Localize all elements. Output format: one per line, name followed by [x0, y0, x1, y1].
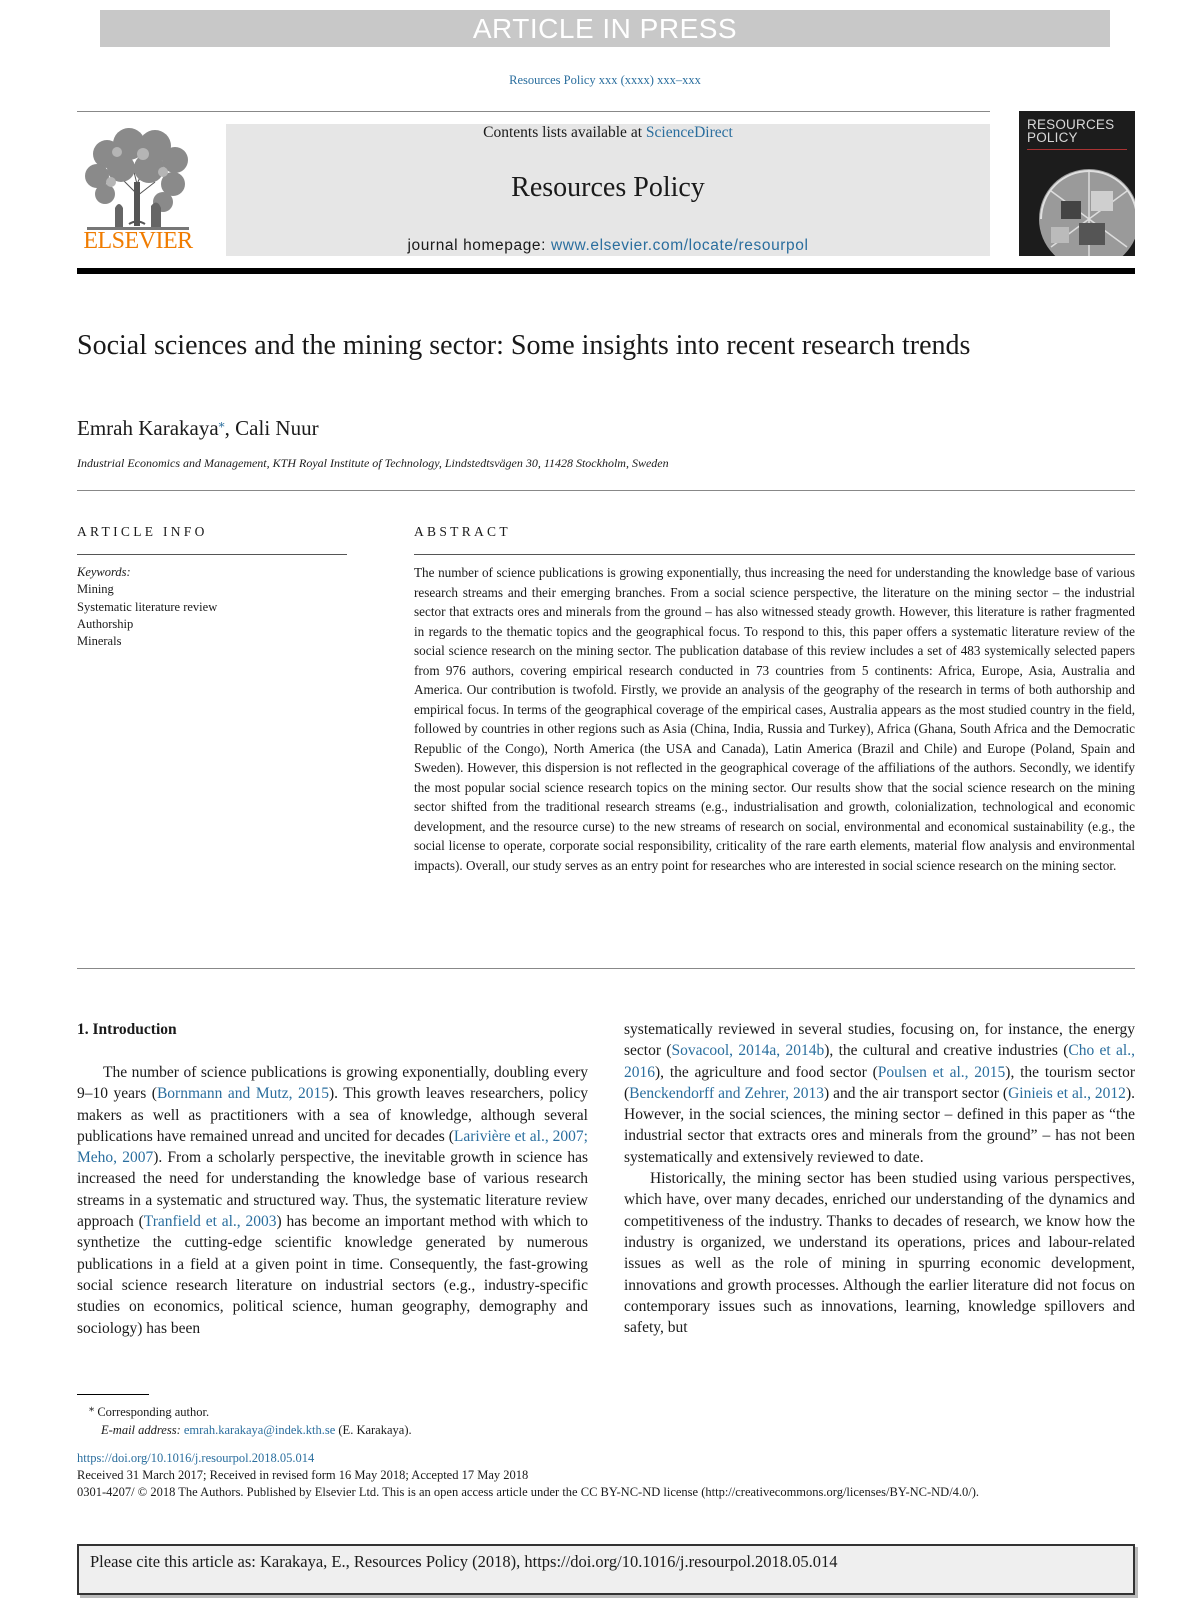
body-text: ), the tourism sector ( — [624, 1063, 1135, 1102]
intro-column-right — [624, 1019, 1135, 1338]
abstract-text: The number of science publications is growing exponentially, thus increasing the need for understanding the knowledge base of various research streams and their emerging branches. From a social science perspective, the literature on the mining sector – the industrial sector that extracts ores and minerals from the ground – has also witnessed steady growth. However, this literature is rather fragmented in regards to the thematic topics and the geographical focus. To respond to this, this paper offers a systematic literature review of the social science research on the mining sector. The publication database of this review includes a set of 483 systemically selected papers from 976 authors, covering empirical research conducted in 73 countries from 5 continents: Africa, Europe, Asia, Australia and America. Our contribution is twofold. Firstly, we provide an analysis of the geography of the research in terms of both authorship and empirical focus. In terms of the geographical coverage of the empirical cases, Australia appears as the most studied country in the field, followed by countries in other regions such as Asia (China, India, Russia and Turkey), Africa (Ghana, South Africa and the Democratic Republic of the Congo), North America (the USA and Canada), Latin America (Brazil and Chile) and Europe (Poland, Spain and Sweden). However, this dispersion is not reflected in the geographical coverage of the affiliations of the authors. Secondly, we identify the most popular social science research topics on the mining sector. Our results show that the social science research on the mining sector shifted from the traditional research streams (e.g., industrialisation and growth, colonialization, technological and economic development, and the resource curse) to the new streams of research on social, environmental and economical sustainability (e.g., the social license to operate, corporate social responsibility, criticality of the rare earth elements, material flow analysis and environmental impacts). Overall, our study serves as an entry point for researches who are interested in social science research on the mining sector. — [414, 565, 1135, 873]
citation-link[interactable]: Ginieis et al., 2012 — [1008, 1084, 1126, 1102]
article-title: Social sciences and the mining sector: Some insights into recent research trends — [77, 330, 971, 361]
citation-link[interactable]: Tranfield et al., 2003 — [143, 1213, 277, 1231]
body-text: The number of science publications is growing exponentially, doubling every 9–10 years ( — [77, 1064, 588, 1103]
citation-link[interactable]: Poulsen et al., 2015 — [877, 1063, 1006, 1081]
introduction-heading: 1. Introduction — [77, 1021, 177, 1038]
body-text: ), the cultural and creative industries ( — [824, 1042, 1069, 1060]
body-text: systematically reviewed in several studies, focusing on, for instance, the energy sector ( — [624, 1021, 1135, 1060]
header-thick-rule — [77, 268, 1135, 274]
paragraph — [624, 1019, 1135, 1168]
homepage-prefix: journal homepage: — [407, 237, 551, 254]
elsevier-logo[interactable] — [77, 124, 199, 256]
contents-line — [226, 124, 990, 142]
citation-link[interactable]: Bornmann and Mutz, 2015 — [156, 1085, 329, 1103]
header-divider — [77, 111, 990, 112]
cover-divider — [1027, 149, 1127, 150]
journal-title: Resources Policy — [511, 172, 705, 203]
paragraph: Historically, the mining sector has been studied using various perspectives, which have, over many decades, enriched our understanding of the dynamics and competitiveness of the industry. Thanks to decades of research, we know how the industry is organized, we understand its operations, prices and labour-related issues as well as the role of mining in spurring economic development, innovations and growth processes. Although the earlier literature did not focus on contemporary issues such as innovations, learning, knowledge spillovers and safety, but — [624, 1170, 1135, 1337]
corresponding-author-note — [89, 1400, 412, 1421]
body-text: ). From a scholarly perspective, the inevitable growth in science has increased the need for understanding the knowledge base of various research streams in a systematic and structured way. Thus, the systematic literature review approach ( — [77, 1149, 588, 1231]
homepage-line — [226, 237, 990, 255]
author-name[interactable]: Emrah Karakaya — [77, 416, 219, 440]
contents-prefix: Contents lists available at — [483, 124, 646, 141]
keyword-item: Minerals — [77, 634, 122, 649]
abstract-heading: ABSTRACT — [414, 524, 511, 539]
abstract-end-rule — [77, 968, 1135, 969]
body-text: ) has become an important method with which to synthetize the cutting-edge scientific knowledge generated by numerous publications in a field at a given point in time. Consequently, the fast-growing social science research literature on industrial sectors (e.g., industry-specific studies on economics, political science, human geography, demography and sociology) has been — [77, 1213, 588, 1337]
publisher-name: ELSEVIER — [83, 228, 193, 254]
keyword-item: Systematic literature review — [77, 599, 218, 614]
license-statement: 0301-4207/ © 2018 The Authors. Published by Elsevier Ltd. This is an open access article under the CC BY-NC-ND license (http://creativecommons.org/licenses/BY-NC-ND/4.0/). — [77, 1485, 980, 1499]
keyword-item: Mining — [77, 582, 114, 597]
corresponding-author-mark[interactable]: ⁎ — [218, 416, 225, 430]
footnote — [89, 1400, 412, 1439]
footnote-text: Corresponding author. — [94, 1405, 210, 1420]
author-list — [77, 416, 319, 441]
article-info-rule — [77, 554, 347, 555]
article-info-heading: ARTICLE INFO — [77, 524, 208, 539]
citation-text: Please cite this article as: Karakaya, E., Resources Policy (2018), https://doi.org/10.1016/j.resourpol.2018.05.014 — [90, 1552, 838, 1571]
intro-column-left — [77, 1062, 588, 1339]
body-text: ). This growth leaves researchers, policy makers as well as practitioners with a sea of knowledge, although several publications have remained unread and uncited for decades ( — [77, 1085, 588, 1145]
email-suffix: (E. Karakaya). — [335, 1423, 412, 1438]
body-text: ). However, in the social sciences, the mining sector – defined in this paper as “the industrial sector that extracts ores and minerals from the ground” – has not been systematically and extensively reviewed to date. — [624, 1084, 1135, 1166]
footnote-rule — [77, 1394, 149, 1395]
body-text: ), the agriculture and food sector ( — [655, 1063, 878, 1081]
email-link[interactable]: emrah.karakaya@indek.kth.se — [183, 1423, 336, 1438]
citation-link[interactable]: Sovacool, 2014a, 2014b — [671, 1042, 825, 1060]
citation-link[interactable]: Cho et al., 2016 — [624, 1042, 1135, 1081]
homepage-link[interactable]: www.elsevier.com/locate/resourpol — [550, 237, 809, 254]
keywords-list — [77, 564, 217, 650]
abstract-rule — [414, 554, 1135, 555]
footnote-mark: ⁎ — [89, 1403, 95, 1414]
doi-link[interactable]: https://doi.org/10.1016/j.resourpol.2018.05.014 — [77, 1451, 315, 1465]
email-note — [89, 1421, 412, 1439]
article-in-press-banner: ARTICLE IN PRESS — [100, 10, 1110, 47]
keywords-label: Keywords: — [77, 565, 131, 579]
received-dates: Received 31 March 2017; Received in revised form 16 May 2018; Accepted 17 May 2018 — [77, 1468, 529, 1482]
cover-globe-icon — [1031, 161, 1135, 256]
keyword-item: Authorship — [77, 616, 134, 631]
citation-link[interactable]: Larivière et al., 2007; Meho, 2007 — [77, 1127, 588, 1167]
author-name[interactable]: Cali Nuur — [235, 416, 319, 440]
affiliation-divider — [77, 490, 1135, 491]
journal-cover-thumbnail[interactable] — [1019, 111, 1135, 256]
body-text: ) and the air transport sector ( — [824, 1084, 1009, 1102]
citation-link[interactable]: Benckendorff and Zehrer, 2013 — [629, 1084, 825, 1102]
journal-reference-link[interactable]: Resources Policy xxx (xxxx) xxx–xxx — [509, 73, 701, 87]
author-separator: , — [224, 416, 236, 440]
cover-title: RESOURCES POLICY — [1027, 117, 1115, 145]
email-label: E-mail address: — [101, 1423, 184, 1438]
author-affiliation: Industrial Economics and Management, KTH Royal Institute of Technology, Lindstedtsvägen 30, 11428 Stockholm, Sweden — [77, 456, 669, 470]
sciencedirect-link[interactable]: ScienceDirect — [645, 124, 733, 141]
